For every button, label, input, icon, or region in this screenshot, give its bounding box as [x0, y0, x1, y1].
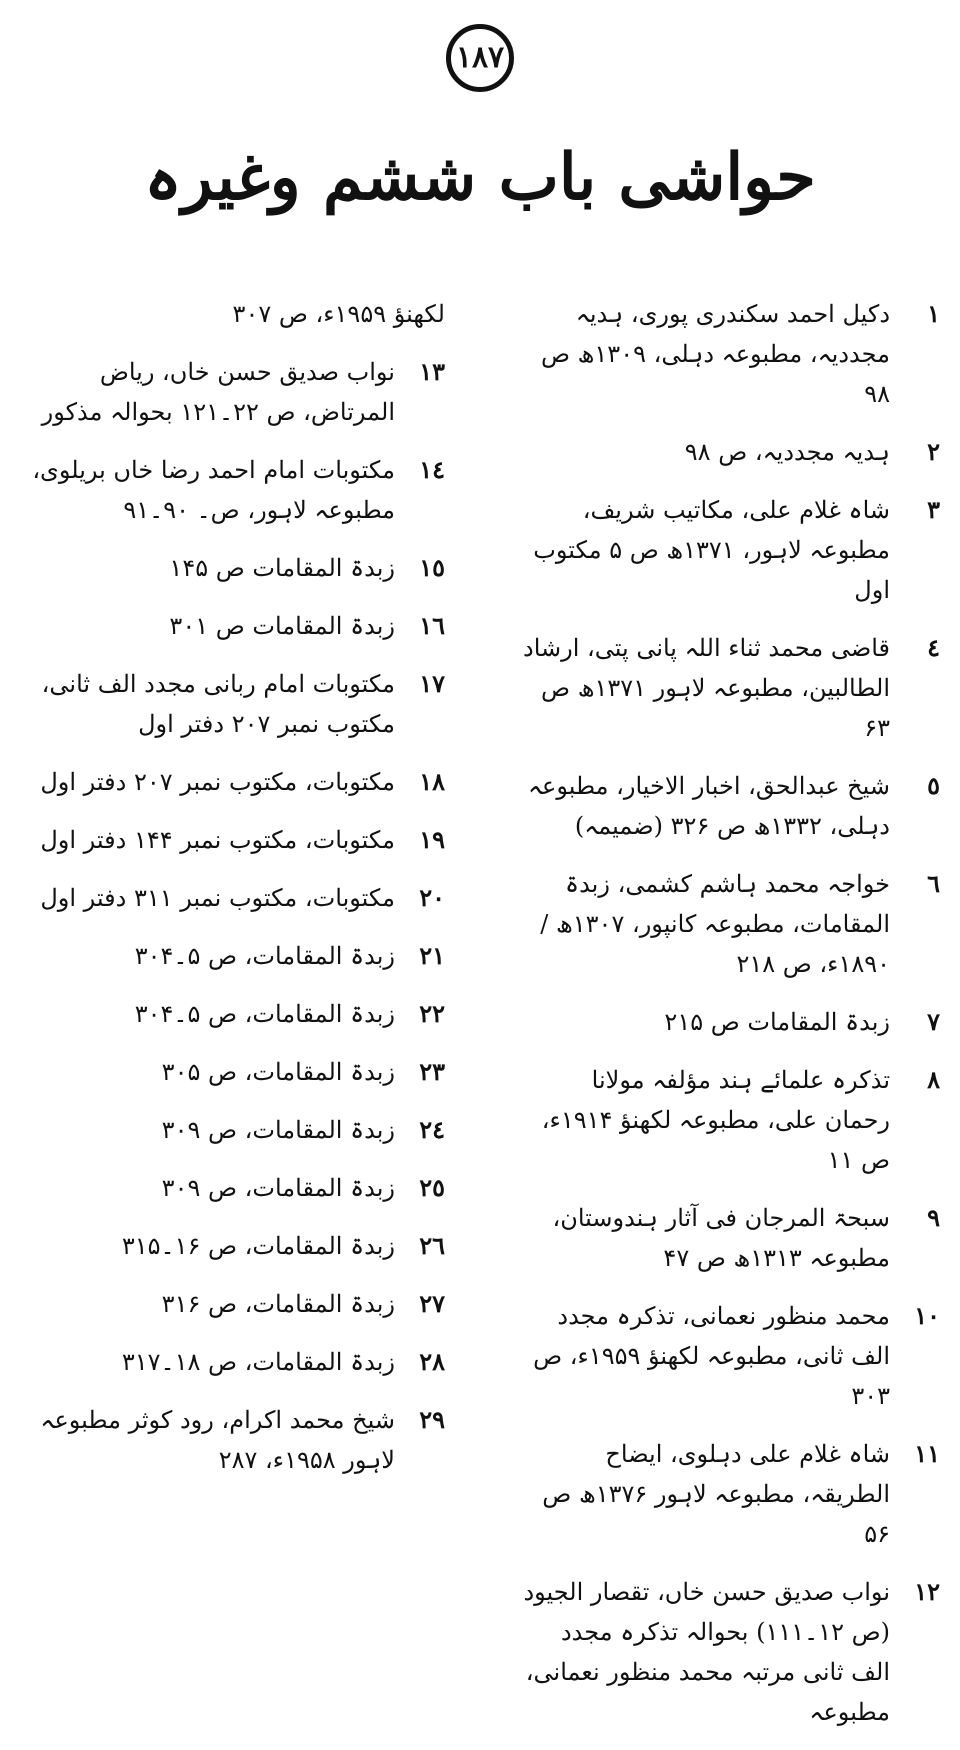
footnote-number: ١٤	[419, 455, 445, 484]
footnote	[520, 490, 940, 610]
footnote-number: ٢٢	[419, 999, 445, 1028]
footnote-text: زبدۃ المقامات ص ۲۱۵	[664, 1008, 890, 1036]
footnote	[520, 294, 940, 414]
footnote	[520, 1002, 940, 1042]
footnote	[5, 1226, 445, 1266]
footnote-number: ٣	[927, 495, 940, 524]
footnote	[520, 628, 940, 748]
footnote-number: ٢٩	[419, 1405, 445, 1434]
footnote-number: ٢٨	[419, 1347, 445, 1376]
footnote	[520, 1434, 940, 1554]
footnote	[5, 1400, 445, 1480]
footnote	[5, 352, 445, 432]
footnote-text: زبدۃ المقامات، ص ۵۔۳۰۴	[134, 1000, 395, 1028]
footnote-text: شاہ غلام علی، مکاتیب شریف، مطبوعہ لاہور، ۱۳۷۱ھ ص ۵ مکتوب اول	[533, 496, 890, 604]
footnote-text: مکتوبات، مکتوب نمبر ۳۱۱ دفتر اول	[40, 884, 395, 912]
footnote-text: زبدۃ المقامات، ص ۳۰۵	[161, 1058, 395, 1086]
footnote-text: زبدۃ المقامات، ص ۱۸۔۳۱۷	[121, 1348, 395, 1376]
footnote	[5, 878, 445, 918]
footnote-text: مکتوبات، مکتوب نمبر ۱۴۴ دفتر اول	[40, 826, 395, 854]
footnote-number: ١٠	[914, 1301, 940, 1330]
footnote	[5, 820, 445, 860]
footnote	[5, 1342, 445, 1382]
footnote-number: ٨	[927, 1065, 940, 1094]
footnote-number: ١٢	[914, 1577, 940, 1606]
footnote	[520, 1572, 940, 1732]
footnote	[5, 606, 445, 646]
footnote-text: زبدۃ المقامات، ص ۳۰۹	[161, 1174, 395, 1202]
footnote	[5, 994, 445, 1034]
footnote-number: ٢	[927, 437, 940, 466]
footnote-number: ٢٤	[419, 1115, 445, 1144]
footnote-number: ٢٥	[419, 1173, 445, 1202]
footnote-text: شیخ محمد اکرام، رود کوثر مطبوعہ لاہور ۱۹۵۸ء، ۲۸۷	[40, 1406, 395, 1474]
footnote	[5, 1110, 445, 1150]
footnote-number: ١٩	[419, 825, 445, 854]
footnote	[5, 548, 445, 588]
footnote	[520, 766, 940, 846]
footnote	[520, 432, 940, 472]
footnote	[520, 864, 940, 984]
footnote	[5, 1052, 445, 1092]
footnote-text: محمد منظور نعمانی، تذکرہ مجدد الف ثانی، مطبوعہ لکھنؤ ۱۹۵۹ء، ص ۳۰۳	[533, 1302, 890, 1410]
footnote-number: ٥	[927, 771, 940, 800]
footnote-text: مکتوبات امام ربانی مجدد الف ثانی، مکتوب نمبر ۲۰۷ دفتر اول	[41, 670, 395, 738]
footnote-number: ٢٦	[419, 1231, 445, 1260]
footnote-text: زبدۃ المقامات، ص ۱۶۔۳۱۵	[121, 1232, 395, 1260]
footnote-text: ہدیہ مجددیہ، ص ۹۸	[684, 438, 890, 466]
footnote-continuation: لکھنؤ ۱۹۵۹ء، ص ۳۰۷	[232, 300, 445, 328]
footnote-text: سبحۃ المرجان فی آثار ہندوستان، مطبوعہ ۱۳۱۳ھ ص ۴۷	[552, 1204, 890, 1272]
footnote	[5, 664, 445, 744]
notes-column-right	[520, 294, 940, 1750]
footnote-number: ٩	[927, 1203, 940, 1232]
footnote-number: ١	[927, 299, 940, 328]
footnote-number: ١٦	[419, 611, 445, 640]
footnote-text: قاضی محمد ثناء اللہ پانی پتی، ارشاد الطالبین، مطبوعہ لاہور ۱۳۷۱ھ ص ۶۳	[523, 634, 890, 742]
footnote	[5, 450, 445, 530]
footnote-text: نواب صدیق حسن خاں، ریاض المرتاض، ص ۲۲۔۱۲۱ بحوالہ مذکور	[41, 358, 395, 426]
footnote-number: ١٣	[419, 357, 445, 386]
footnote-number: ١٨	[419, 767, 445, 796]
footnote	[520, 1296, 940, 1416]
notes-column-left	[5, 294, 445, 1498]
footnote-text: شیخ عبدالحق، اخبار الاخیار، مطبوعہ دہلی، ۱۳۳۲ھ ص ۳۲۶ (ضمیمہ)	[527, 772, 890, 840]
footnote-text: مکتوبات، مکتوب نمبر ۲۰۷ دفتر اول	[40, 768, 395, 796]
footnote-text: دکیل احمد سکندری پوری، ہدیہ مجددیہ، مطبوعہ دہلی، ۱۳۰۹ھ ص ۹۸	[541, 300, 890, 408]
footnote	[5, 762, 445, 802]
footnote-number: ١١	[914, 1439, 940, 1468]
footnote-number: ٦	[927, 869, 940, 898]
footnote-text: زبدۃ المقامات، ص ۵۔۳۰۴	[134, 942, 395, 970]
footnote-text: زبدۃ المقامات ص ۱۴۵	[169, 554, 395, 582]
footnote-text: شاہ غلام علی دہلوی، ایضاح الطریقہ، مطبوعہ لاہور ۱۳۷۶ھ ص ۵۶	[542, 1440, 890, 1548]
footnote	[520, 1060, 940, 1180]
footnote-number: ٧	[927, 1007, 940, 1036]
page-number: ۱۸۷	[446, 24, 514, 92]
page-title: حواشی باب ششم وغیرہ	[144, 140, 816, 215]
footnote-text: نواب صدیق حسن خاں، تقصار الجیود (ص ۱۲۔۱۱۱) بحوالہ تذکرہ مجدد الف ثانی مرتبہ محمد منظور نعمانی، مطبوعہ	[523, 1578, 890, 1726]
footnote-text: خواجہ محمد ہاشم کشمی، زبدۃ المقامات، مطبوعہ کانپور، ۱۳۰۷ھ / ۱۸۹۰ء، ص ۲۱۸	[540, 870, 890, 978]
footnote-number: ٢٣	[419, 1057, 445, 1086]
footnote-text: زبدۃ المقامات، ص ۳۰۹	[161, 1116, 395, 1144]
footnote-number: ٤	[927, 633, 940, 662]
footnote-number: ١٥	[419, 553, 445, 582]
footnote-text: زبدۃ المقامات، ص ۳۱۶	[161, 1290, 395, 1318]
footnote-text: مکتوبات امام احمد رضا خاں بریلوی، مطبوعہ لاہور، ص۔ ۹۰۔۹۱	[32, 456, 395, 524]
footnote	[5, 936, 445, 976]
footnote	[520, 1198, 940, 1278]
footnote	[5, 1168, 445, 1208]
footnote-text: زبدۃ المقامات ص ۳۰۱	[169, 612, 395, 640]
footnote-number: ٢٠	[419, 883, 445, 912]
footnote-text: تذکرہ علمائے ہند مؤلفہ مولانا رحمان علی، مطبوعہ لکھنؤ ۱۹۱۴ء، ص ۱۱	[541, 1066, 890, 1174]
footnote-number: ٢٧	[419, 1289, 445, 1318]
footnote-number: ١٧	[419, 669, 445, 698]
footnote	[5, 1284, 445, 1324]
footnote-number: ٢١	[419, 941, 445, 970]
